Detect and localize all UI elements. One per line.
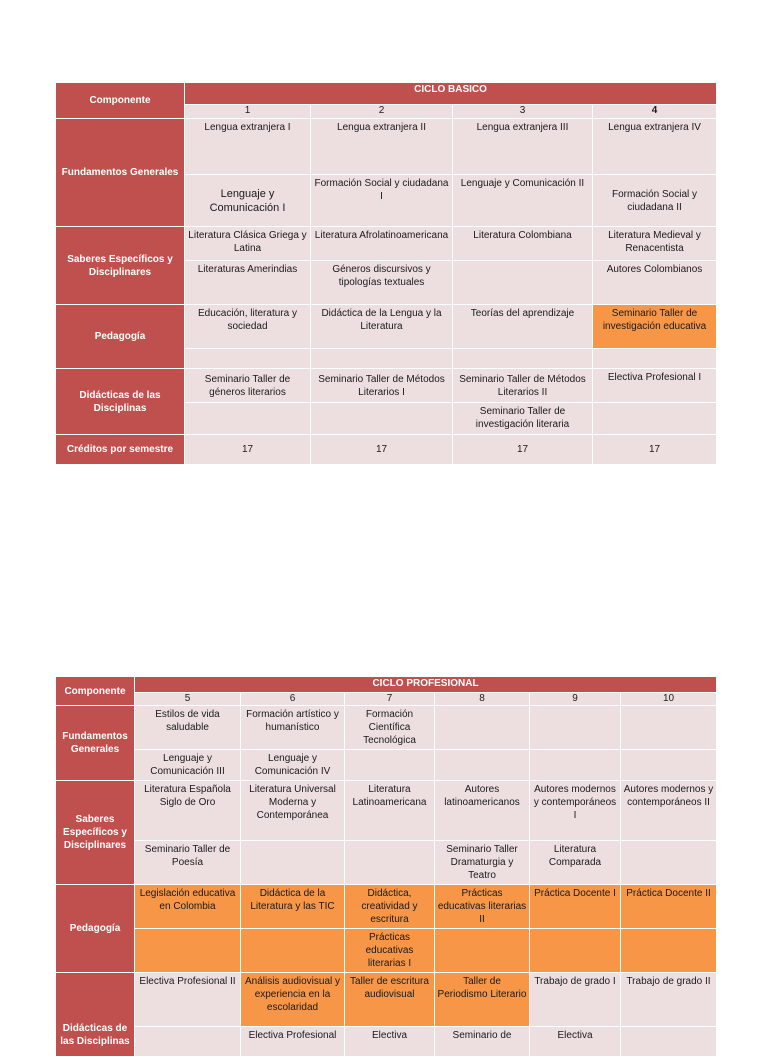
course-cell: Literatura Latinoamericana [345, 781, 435, 841]
course-cell-highlighted: Práctica Docente II [621, 885, 717, 929]
ciclo-profesional-title: CICLO PROFESIONAL [135, 677, 717, 693]
course-cell: Literatura Afrolatinoamericana [311, 227, 453, 261]
empty-cell [621, 841, 717, 885]
empty-cell [621, 706, 717, 750]
course-cell-highlighted: Prácticas educativas literarias I [345, 929, 435, 973]
course-cell: Seminario Taller de géneros literarios [185, 369, 311, 403]
empty-cell-highlighted [435, 929, 530, 973]
course-cell: Electiva [530, 1027, 621, 1057]
course-cell: Literatura Comparada [530, 841, 621, 885]
course-cell-highlighted: Seminario Taller de investigación educativa [593, 305, 717, 349]
course-cell-highlighted: Taller de escritura audiovisual [345, 973, 435, 1027]
course-cell: Formación Científica Tecnológica [345, 706, 435, 750]
course-cell: Literatura Medieval y Renacentista [593, 227, 717, 261]
course-cell: Autores Colombianos [593, 261, 717, 305]
ciclo-basico-title: CICLO BASICO [185, 83, 717, 105]
course-cell: Lengua extranjera III [453, 119, 593, 175]
empty-cell [345, 841, 435, 885]
course-cell-highlighted: Prácticas educativas literarias II [435, 885, 530, 929]
empty-cell [530, 706, 621, 750]
ciclo-profesional-table [55, 676, 717, 1057]
semester-number: 8 [435, 693, 530, 706]
empty-cell-highlighted [241, 929, 345, 973]
componente-header: Componente [56, 677, 135, 706]
empty-cell [185, 403, 311, 435]
semester-number: 3 [453, 105, 593, 119]
empty-cell [593, 403, 717, 435]
course-cell [453, 261, 593, 305]
course-cell: Formación Social y ciudadana II [593, 175, 717, 227]
course-cell: Educación, literatura y sociedad [185, 305, 311, 349]
course-cell-highlighted: Análisis audiovisual y experiencia en la escolaridad [241, 973, 345, 1027]
course-cell: Lengua extranjera II [311, 119, 453, 175]
course-cell: Seminario de [435, 1027, 530, 1057]
empty-cell [621, 1027, 717, 1057]
course-cell: Formación artístico y humanístico [241, 706, 345, 750]
course-cell: Seminario Taller de Poesía [135, 841, 241, 885]
course-cell: Autores modernos y contemporáneos II [621, 781, 717, 841]
course-cell: Electiva [345, 1027, 435, 1057]
course-cell: Lengua extranjera I [185, 119, 311, 175]
course-cell-highlighted: Didáctica, creatividad y escritura [345, 885, 435, 929]
pedagogia-label: Pedagogía [56, 305, 185, 369]
empty-cell-highlighted [621, 929, 717, 973]
course-cell: Autores modernos y contemporáneos I [530, 781, 621, 841]
course-cell: Estilos de vida saludable [135, 706, 241, 750]
ciclo-basico-table [55, 82, 717, 465]
pedagogia-label: Pedagogía [56, 885, 135, 973]
course-cell: Electiva Profesional I [593, 369, 717, 403]
course-cell: Lengua extranjera IV [593, 119, 717, 175]
semester-number: 10 [621, 693, 717, 706]
course-cell: Literatura Española Siglo de Oro [135, 781, 241, 841]
creditos-label: Créditos por semestre [56, 435, 185, 465]
componente-header: Componente [56, 83, 185, 119]
empty-cell [530, 750, 621, 781]
empty-cell [435, 706, 530, 750]
semester-number: 7 [345, 693, 435, 706]
course-cell: Trabajo de grado II [621, 973, 717, 1027]
empty-cell [453, 349, 593, 369]
saberes-especificos-label: Saberes Específicos y Disciplinares [56, 227, 185, 305]
empty-cell [435, 750, 530, 781]
course-cell: Autores latinoamericanos [435, 781, 530, 841]
empty-cell [241, 841, 345, 885]
course-cell: Teorías del aprendizaje [453, 305, 593, 349]
course-cell-highlighted: Práctica Docente I [530, 885, 621, 929]
empty-cell [621, 750, 717, 781]
course-cell: Trabajo de grado I [530, 973, 621, 1027]
course-cell: Electiva Profesional [241, 1027, 345, 1057]
course-cell: Literatura Universal Moderna y Contemporánea [241, 781, 345, 841]
semester-number: 1 [185, 105, 311, 119]
empty-cell [135, 1027, 241, 1057]
course-cell: Electiva Profesional II [135, 973, 241, 1027]
empty-cell-highlighted [530, 929, 621, 973]
course-cell: Seminario Taller Dramaturgia y Teatro [435, 841, 530, 885]
credits-value: 17 [453, 435, 593, 465]
course-cell: Didáctica de la Lengua y la Literatura [311, 305, 453, 349]
course-cell: Lenguaje y Comunicación I [185, 175, 311, 227]
fundamentos-generales-label: Fundamentos Generales [56, 706, 135, 781]
course-cell-highlighted: Legislación educativa en Colombia [135, 885, 241, 929]
course-cell: Seminario Taller de Métodos Literarios I [311, 369, 453, 403]
course-cell: Lenguaje y Comunicación III [135, 750, 241, 781]
semester-number: 6 [241, 693, 345, 706]
semester-number: 4 [593, 105, 717, 119]
course-cell: Seminario Taller de investigación literaria [453, 403, 593, 435]
course-cell: Literatura Clásica Griega y Latina [185, 227, 311, 261]
semester-number: 9 [530, 693, 621, 706]
empty-cell [345, 750, 435, 781]
course-cell: Seminario Taller de Métodos Literarios II [453, 369, 593, 403]
credits-value: 17 [185, 435, 311, 465]
semester-number: 5 [135, 693, 241, 706]
fundamentos-generales-label: Fundamentos Generales [56, 119, 185, 227]
credits-value: 17 [593, 435, 717, 465]
didacticas-label: Didácticas de las Disciplinas [56, 973, 135, 1057]
credits-value: 17 [311, 435, 453, 465]
semester-number: 2 [311, 105, 453, 119]
empty-cell [185, 349, 311, 369]
empty-cell [593, 349, 717, 369]
empty-cell-highlighted [135, 929, 241, 973]
saberes-especificos-label: Saberes Específicos y Disciplinares [56, 781, 135, 885]
empty-cell [311, 403, 453, 435]
course-cell: Literaturas Amerindias [185, 261, 311, 305]
course-cell-highlighted: Didáctica de la Literatura y las TIC [241, 885, 345, 929]
course-cell: Formación Social y ciudadana I [311, 175, 453, 227]
course-cell: Lenguaje y Comunicación IV [241, 750, 345, 781]
didacticas-label: Didácticas de las Disciplinas [56, 369, 185, 435]
course-cell-highlighted: Taller de Periodismo Literario [435, 973, 530, 1027]
empty-cell [311, 349, 453, 369]
course-cell: Géneros discursivos y tipologías textuales [311, 261, 453, 305]
course-cell: Lenguaje y Comunicación II [453, 175, 593, 227]
course-cell: Literatura Colombiana [453, 227, 593, 261]
